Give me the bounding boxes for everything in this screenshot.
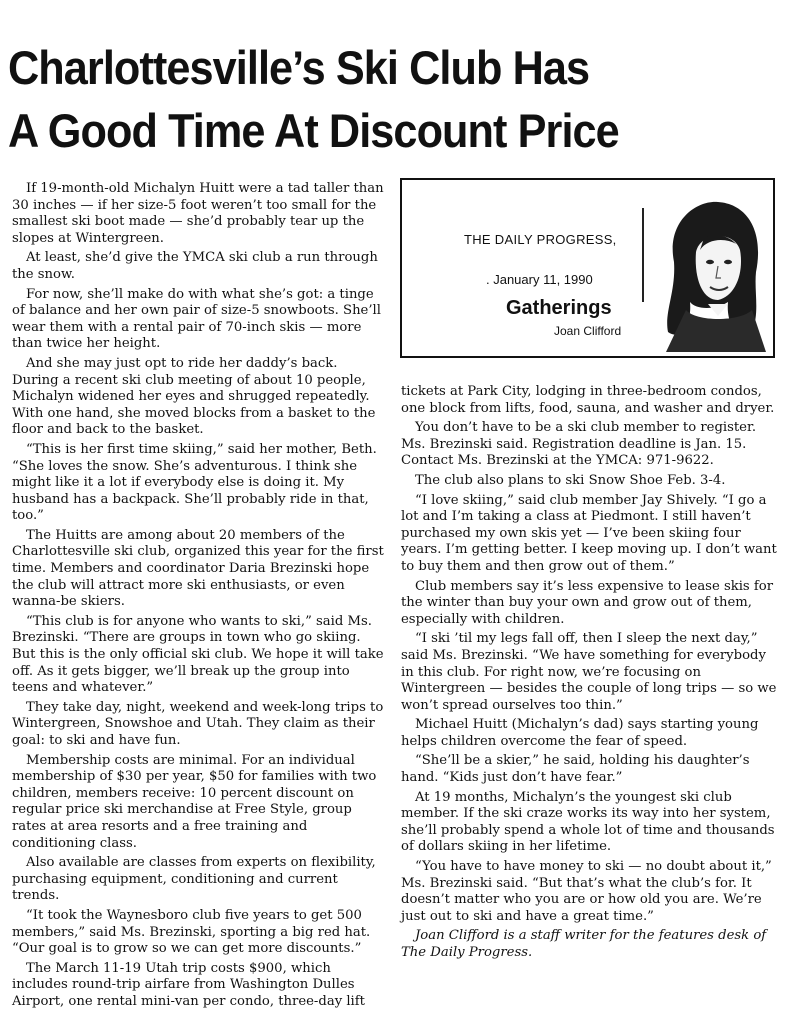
paragraph: Also available are classes from experts on flexibility, purchasing equipment, conditioning and current trends. [12, 855, 376, 904]
newspaper-name: THE DAILY PROGRESS, [464, 232, 617, 247]
paragraph: If 19-month-old Michalyn Huitt were a tad taller than 30 inches — if her size-5 foot weren’t too small for the smallest ski boot made — she’d probably tear up the slopes at Wintergreen. [12, 181, 384, 246]
paragraph: Michael Huitt (Michalyn’s dad) says starting young helps children overcome the fear of speed. [401, 717, 759, 749]
column-author: Joan Clifford [554, 324, 622, 338]
paragraph: “It took the Waynesboro club five years to get 500 members,” said Ms. Brezinski, sporting a big red hat. “Our goal is to grow so we can get more discounts.” [12, 907, 371, 957]
paragraph: “I love skiing,” said club member Jay Shively. “I go a lot and I’m taking a class at Piedmont. I still haven’t purchased my own skis yet — I’ve been skiing four years. I’m getting better. I keep moving up. I don’t want to buy them and then grow out of them.” [401, 492, 777, 574]
paragraph: For now, she’ll make do with what she’s got: a tinge of balance and her own pair of size-5 snowboots. She’ll wear them with a rental pair of 70-inch skis — more than twice her height. [12, 286, 381, 352]
publication-date: . January 11, 1990 [486, 272, 593, 287]
paragraph: “This club is for anyone who wants to ski,” said Ms. Brezinski. “There are groups in town who go skiing. But this is the only official ski club. We hope it will take off. As it gets bigger, we’ll break up the group into teens and whatever.” [12, 613, 384, 696]
article-left-column [12, 181, 388, 1014]
author-note: Joan Clifford is a staff writer for the features desk of The Daily Progress. [401, 928, 767, 960]
author-photo [656, 192, 768, 352]
paragraph: The club also plans to ski Snow Shoe Feb. 3-4. [415, 472, 726, 488]
paragraph: “This is her first time skiing,” said her mother, Beth. “She loves the snow. She’s adventurous. I think she might like it a lot if everybody else is doing it. My husband has a backpack. She’ll probably ride in that, too.” [12, 441, 377, 524]
paragraph: At least, she’d give the YMCA ski club a run through the snow. [12, 250, 378, 282]
headline [8, 36, 730, 162]
paragraph: They take day, night, weekend and week-long trips to Wintergreen, Snowshoe and Utah. They claim as their goal: to ski and have fun. [12, 699, 384, 748]
column-header-box [400, 178, 775, 358]
headline-line-2: A Good Time At Discount Price [8, 104, 619, 157]
paragraph: “I ski ’til my legs fall off, then I sleep the next day,” said Ms. Brezinski. “We have something for everybody in this club. For right now, we’re focusing on Wintergreen — besides the couple of long trips — so we won’t spread ourselves too thin.” [401, 631, 777, 713]
paragraph: tickets at Park City, lodging in three-bedroom condos, one block from lifts, food, sauna, and washer and dryer. [401, 384, 775, 416]
paragraph: At 19 months, Michalyn’s the youngest ski club member. If the ski craze works its way into her system, she’ll probably spend a whole lot of time and thousands of dollars skiing in her lifetime. [401, 789, 775, 855]
paragraph: “She’ll be a skier,” he said, holding his daughter’s hand. “Kids just don’t have fear.” [401, 753, 750, 786]
paragraph: You don’t have to be a ski club member to register. Ms. Brezinski said. Registration deadline is Jan. 15. Contact Ms. Brezinski at the YMCA: 971-9622. [401, 420, 757, 469]
paragraph: Club members say it’s less expensive to lease skis for the winter than buy your own and grow out of them, especially with children. [401, 578, 774, 627]
paragraph: Membership costs are minimal. For an individual membership of $30 per year, $50 for families with two children, members receive: 10 percent discount on regular price ski merchandise at Free Style, group rates at area resorts and a free training and conditioning class. [12, 752, 377, 851]
paragraph: The March 11-19 Utah trip costs $900, which includes round-trip airfare from Washington Dulles Airport, one rental mini-van per condo, three-day lift [12, 960, 365, 1009]
divider [642, 208, 644, 302]
paragraph: And she may just opt to ride her daddy’s back. During a recent ski club meeting of about 10 people, Michalyn widened her eyes and shrugged repeatedly. With one hand, she moved blocks from a basket to the floor and back to the basket. [12, 355, 376, 438]
column-name: Gatherings [506, 297, 612, 319]
article-right-column [401, 384, 781, 965]
headline-line-1: Charlottesville’s Ski Club Has [8, 41, 590, 94]
paragraph: The Huitts are among about 20 members of the Charlottesville ski club, organized this year for the first time. Members and coordinator Daria Brezinski hope the club will attract more ski enthusiasts, or even wanna-be skiers. [12, 527, 384, 610]
paragraph: “You have to have money to ski — no doubt about it,” Ms. Brezinski said. “But that’s what the club’s for. It doesn’t matter who you are or how old you are. We’re just out to ski and have a great time.” [401, 859, 772, 924]
